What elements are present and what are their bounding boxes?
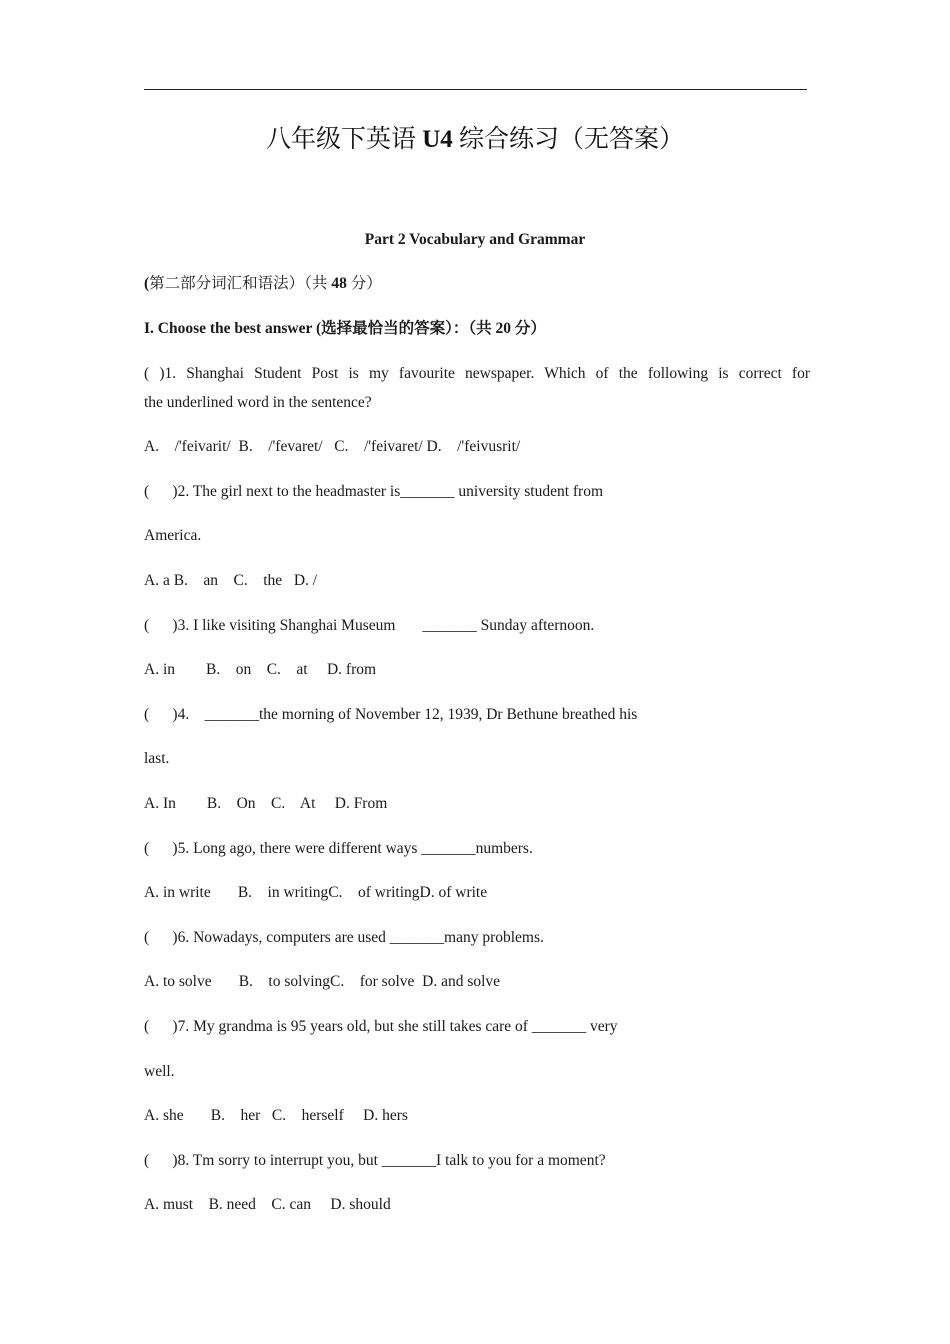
question-3-options: A. in B. on C. at D. from [144,661,377,678]
question-6-text: ( )6. Nowadays, computers are used _______many problems. [144,929,544,946]
question-7-options: A. she B. her C. herself D. hers [144,1107,408,1124]
question-6-options: A. to solve B. to solvingC. for solve D. and solve [144,973,501,990]
question-1-text-cont: the underlined word in the sentence? [144,394,372,411]
question-1-options: A. /'feivarit/ B. /'fevaret/ C. /'feivaret/ D. /'feivusrit/ [144,438,521,455]
question-8-text: ( )8. Tm sorry to interrupt you, but _______I talk to you for a moment? [144,1152,606,1169]
question-2-text-cont: America. [144,527,202,544]
part-subheading: (第二部分词汇和语法）（共 48 分） [144,275,382,292]
question-1-text: ( )1. Shanghai Student Post is my favourite newspaper. Which of the following is correct for [144,365,810,382]
question-4-text: ( )4. _______the morning of November 12, 1939, Dr Bethune breathed his [144,706,638,723]
section-heading: I. Choose the best answer (选择最恰当的答案）：（共 20 分） [144,320,546,337]
question-7-text-cont: well. [144,1063,175,1080]
question-2-text: ( )2. The girl next to the headmaster is_______ university student from [144,483,604,500]
question-4-text-cont: last. [144,750,170,767]
question-3-text: ( )3. I like visiting Shanghai Museum _______ Sunday afternoon. [144,617,595,634]
part-heading: Part 2 Vocabulary and Grammar [364,231,586,248]
question-4-options: A. In B. On C. At D. From [144,795,388,812]
header-rule [144,89,807,90]
question-5-text: ( )5. Long ago, there were different ways _______numbers. [144,840,533,857]
question-2-options: A. a B. an C. the D. / [144,572,318,589]
question-8-options: A. must B. need C. can D. should [144,1196,391,1213]
question-7-text: ( )7. My grandma is 95 years old, but she still takes care of _______ very [144,1018,618,1035]
question-5-options: A. in write B. in writingC. of writingD. of write [144,884,488,901]
page-title: 八年级下英语 U4 综合练习（无答案） [265,126,685,153]
